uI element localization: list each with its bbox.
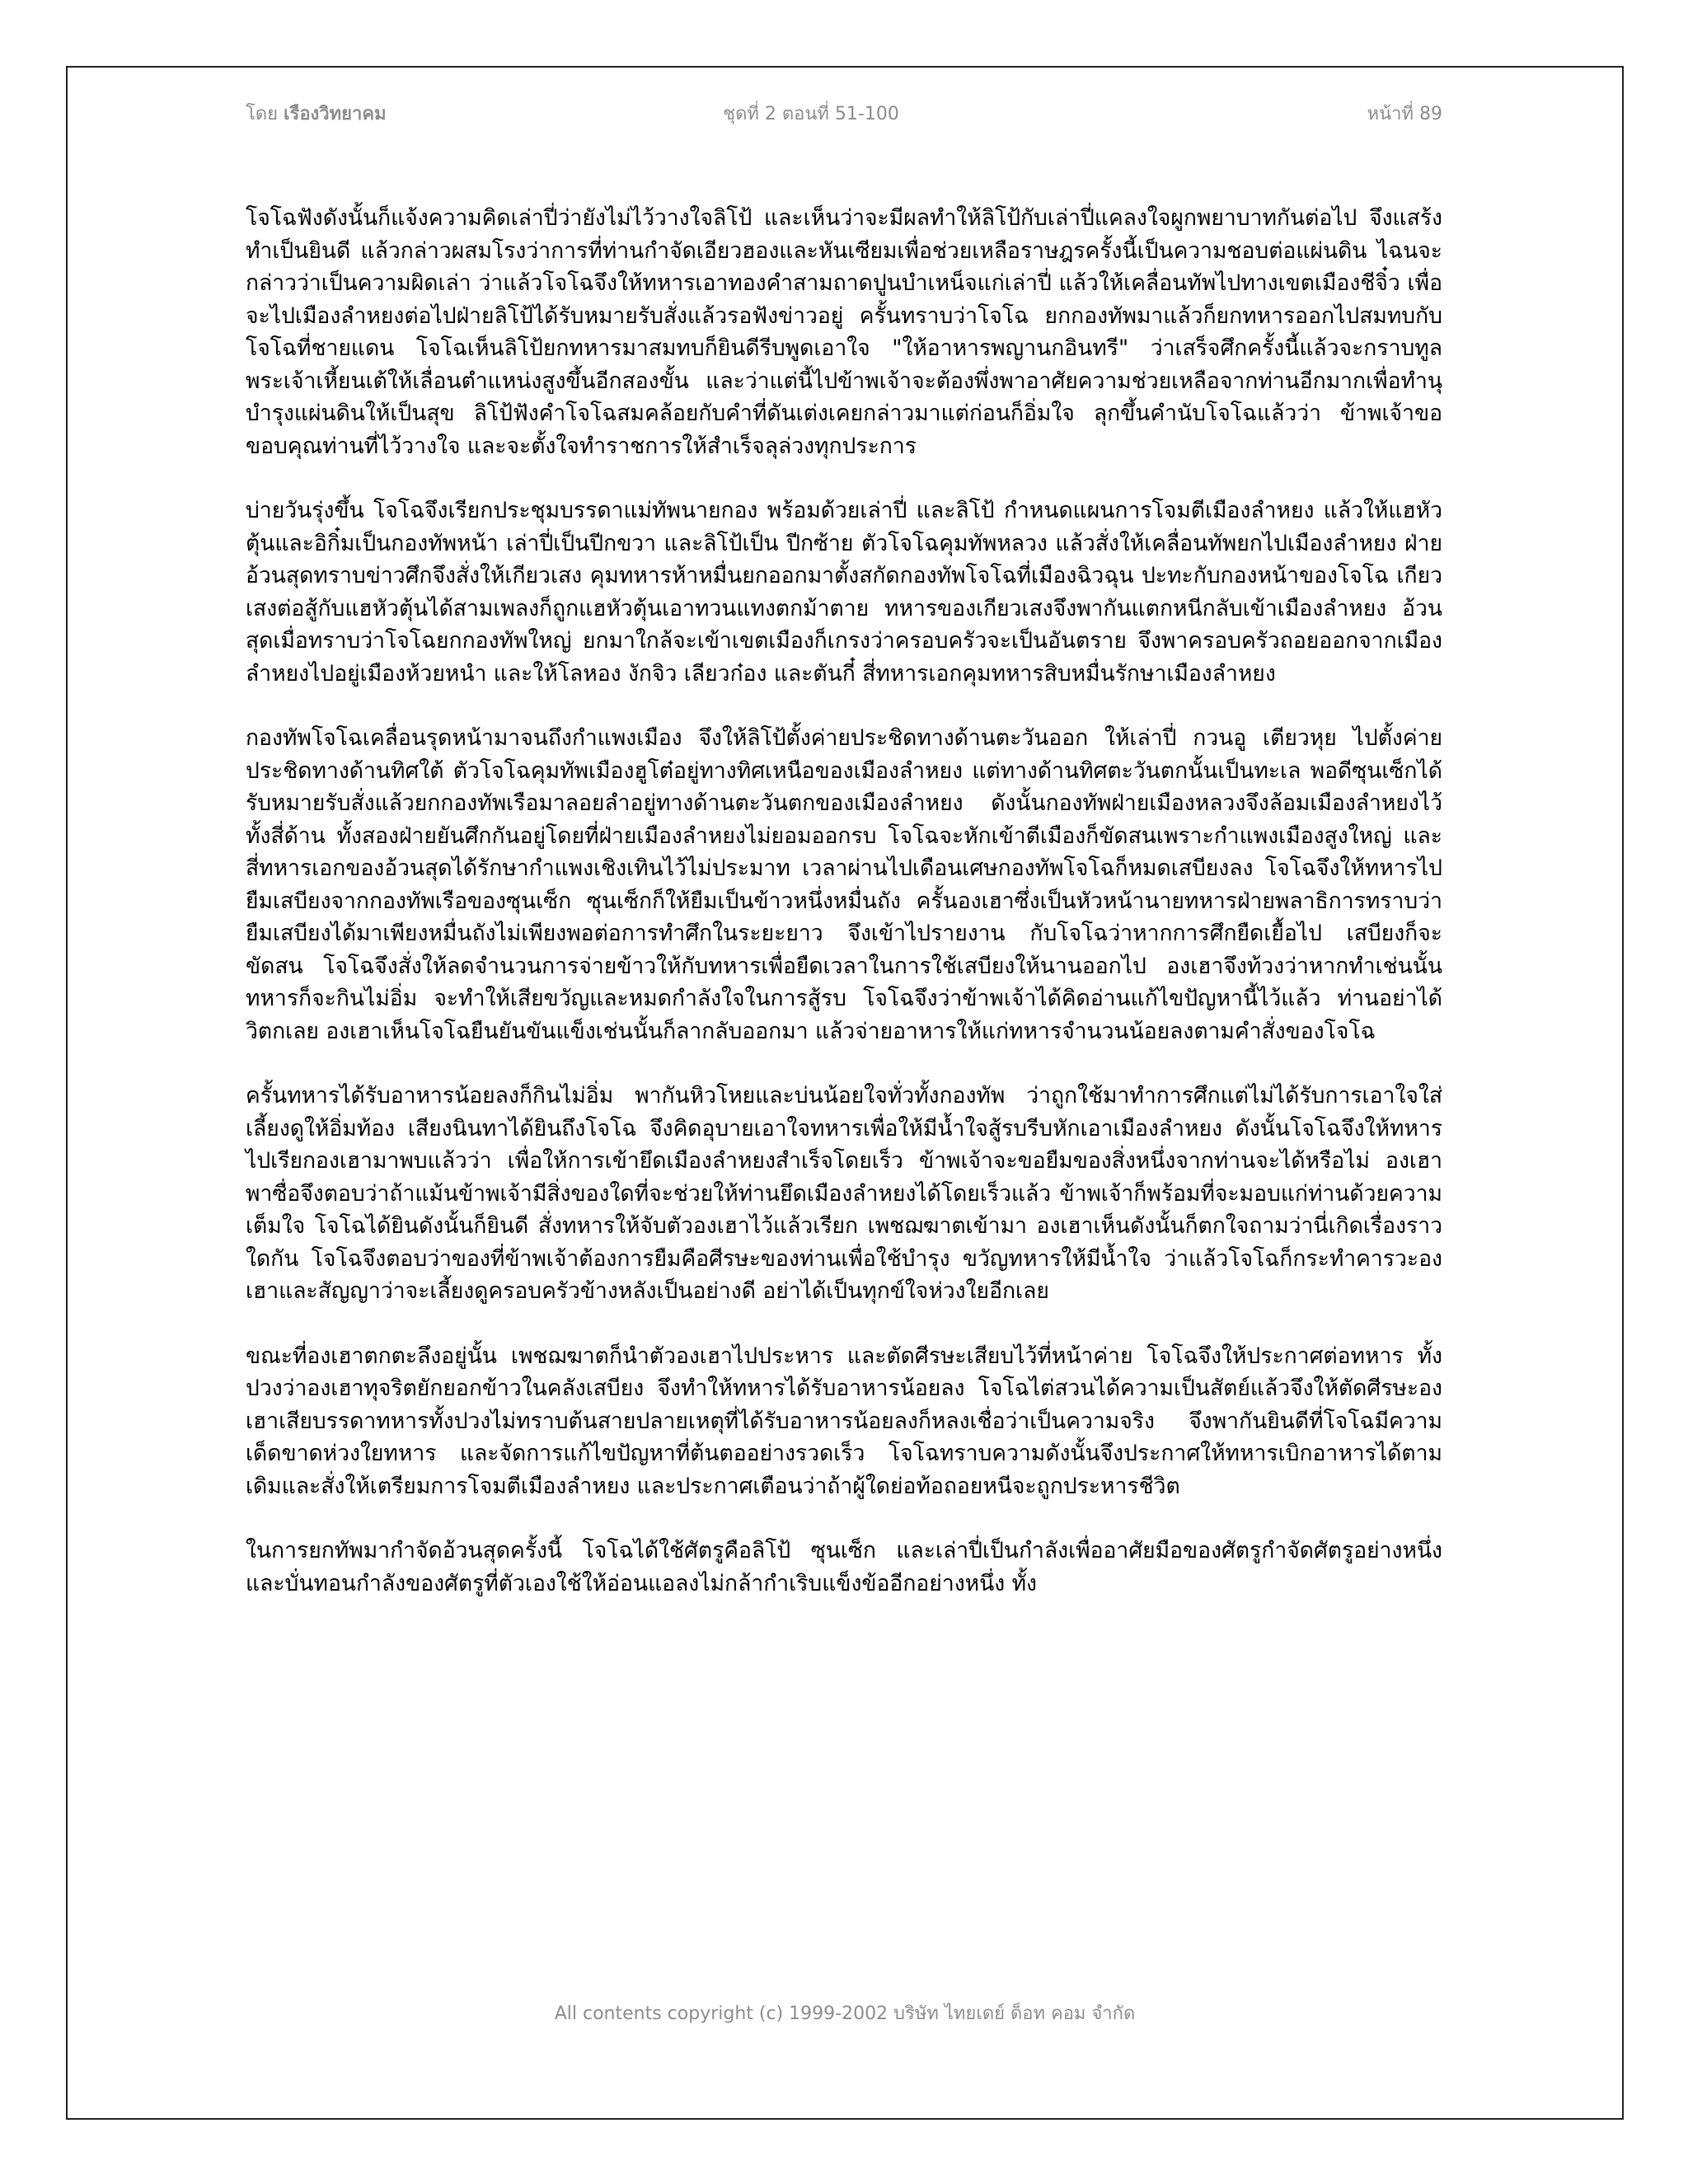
- paragraph-1: โจโฉฟังดังนั้นก็แจ้งความคิดเล่าปี่ว่ายังไม่ไว้วางใจลิโป้ และเห็นว่าจะมีผลทำให้ลิโป้กับเล่าปี่แคลงใจผูกพยาบาทกันต่อไป จึงแสร้งทำเป็นยินดี แล้วกล่าวผสมโรงว่าการที่ท่านกำจัดเอียวฮองและหันเซียมเพื่อช่วยเหลือราษฎรครั้งนี้เป็นความชอบต่อแผ่นดิน ไฉนจะกล่าวว่าเป็นความผิดเล่า ว่าแล้วโจโฉจึงให้ทหารเอาทองคำสามถาดปูนบำเหน็จแก่เล่าปี่ แล้วให้เคลื่อนทัพไปทางเขตเมืองชีจิ๋ว เพื่อจะไปเมืองลำหยงต่อไปฝ่ายลิโป้ได้รับหมายรับสั่งแล้วรอฟังข่าวอยู่ ครั้นทราบว่าโจโฉ ยกกองทัพมาแล้วก็ยกทหารออกไปสมทบกับโจโฉที่ชายแดน โจโฉเห็นลิโป้ยกทหารมาสมทบก็ยินดีรีบพูดเอาใจ "ให้อาหารพญานกอินทรี" ว่าเสร็จศึกครั้งนี้แล้วจะกราบทูลพระเจ้าเหี้ยนเต้ให้เลื่อนตำแหน่งสูงขึ้นอีกสองขั้น และว่าแต่นี้ไปข้าพเจ้าจะต้องพึ่งพาอาศัยความช่วยเหลือจากท่านอีกมากเพื่อทำนุบำรุงแผ่นดินให้เป็นสุข ลิโป้ฟังคำโจโฉสมคล้อยกับคำที่ดันเต่งเคยกล่าวมาแต่ก่อนก็อิ่มใจ ลุกขึ้นคำนับโจโฉแล้วว่า ข้าพเจ้าขอขอบคุณท่านที่ไว้วางใจ และจะตั้งใจทำราชการให้สำเร็จลุล่วงทุกประการ: [246, 205, 1442, 459]
- paragraph-2: บ่ายวันรุ่งขึ้น โจโฉจึงเรียกประชุมบรรดาแม่ทัพนายกอง พร้อมด้วยเล่าปี่ และลิโป้ กำหนดแผนการโจมตีเมืองลำหยง แล้วให้แฮหัวตุ้นและอิกิ๋มเป็นกองทัพหน้า เล่าปี่เป็นปีกขวา และลิโป้เป็น ปีกซ้าย ตัวโจโฉคุมทัพหลวง แล้วสั่งให้เคลื่อนทัพยกไปเมืองลำหยง ฝ่ายอ้วนสุดทราบข่าวศึกจึงสั่งให้เกียวเสง คุมทหารห้าหมื่นยกออกมาตั้งสกัดกองทัพโจโฉที่เมืองฉิวฉุน ปะทะกับกองหน้าของโจโฉ เกียวเสงต่อสู้กับแฮหัวตุ้นได้สามเพลงก็ถูกแฮหัวตุ้นเอาทวนแทงตกม้าตาย ทหารของเกียวเสงจึงพากันแตกหนีกลับเข้าเมืองลำหยง อ้วนสุดเมื่อทราบว่าโจโฉยกกองทัพใหญ่ ยกมาใกล้จะเข้าเขตเมืองก็เกรงว่าครอบครัวจะเป็นอันตราย จึงพาครอบครัวถอยออกจากเมืองลำหยงไปอยู่เมืองห้วยหนำ และให้โลหอง งักจิว เลียวก๋อง และตันกี๋ สี่ทหารเอกคุมทหารสิบหมื่นรักษาเมืองลำหยง: [246, 498, 1442, 687]
- copyright-footer: All contents copyright (c) 1999-2002 บริษัท ไทยเดย์ ด็อท คอม จำกัด: [554, 2004, 1136, 2024]
- series-title: ชุดที่ 2 ตอนที่ 51-100: [723, 104, 899, 124]
- paragraph-4: ครั้นทหารได้รับอาหารน้อยลงก็กินไม่อิ่ม พากันหิวโหยและบ่นน้อยใจทั่วทั้งกองทัพ ว่าถูกใช้มาทำการศึกแต่ไม่ได้รับการเอาใจใส่เลี้ยงดูให้อิ่มท้อง เสียงนินทาได้ยินถึงโจโฉ จึงคิดอุบายเอาใจทหารเพื่อให้มีน้ำใจสู้รบรีบหักเอาเมืองลำหยง ดังนั้นโจโฉจึงให้ทหารไปเรียกองเฮามาพบแล้วว่า เพื่อให้การเข้ายึดเมืองลำหยงสำเร็จโดยเร็ว ข้าพเจ้าจะขอยืมของสิ่งหนึ่งจากท่านจะได้หรือไม่ องเฮาพาซื่อจึงตอบว่าถ้าแม้นข้าพเจ้ามีสิ่งของใดที่จะช่วยให้ท่านยึดเมืองลำหยงได้โดยเร็วแล้ว ข้าพเจ้าก็พร้อมที่จะมอบแก่ท่านด้วยความเต็มใจ โจโฉได้ยินดังนั้นก็ยินดี สั่งทหารให้จับตัวองเฮาไว้แล้วเรียก เพชฌฆาตเข้ามา องเฮาเห็นดังนั้นก็ตกใจถามว่านี่เกิดเรื่องราวใดกัน โจโฉจึงตอบว่าของที่ข้าพเจ้าต้องการยืมคือศีรษะของท่านเพื่อใช้บำรุง ขวัญทหารให้มีน้ำใจ ว่าแล้วโจโฉก็กระทำคารวะองเฮาและสัญญาว่าจะเลี้ยงดูครอบครัวข้างหลังเป็นอย่างดี อย่าได้เป็นทุกข์ใจห่วงใยอีกเลย: [246, 1083, 1442, 1304]
- author-prefix: โดย: [246, 104, 278, 124]
- paragraph-3: กองทัพโจโฉเคลื่อนรุดหน้ามาจนถึงกำแพงเมือง จึงให้ลิโป้ตั้งค่ายประชิดทางด้านตะวันออก ให้เล่าปี่ กวนอู เตียวหุย ไปตั้งค่ายประชิดทางด้านทิศใต้ ตัวโจโฉคุมทัพเมืองฮูโต๋อยู่ทางทิศเหนือของเมืองลำหยง แต่ทางด้านทิศตะวันตกนั้นเป็นทะเล พอดีซุนเซ็กได้รับหมายรับสั่งแล้วยกกองทัพเรือมาลอยลำอยู่ทางด้านตะวันตกของเมืองลำหยง ดังนั้นกองทัพฝ่ายเมืองหลวงจึงล้อมเมืองลำหยงไว้ทั้งสี่ด้าน ทั้งสองฝ่ายยันศึกกันอยู่โดยที่ฝ่ายเมืองลำหยงไม่ยอมออกรบ โจโฉจะหักเข้าตีเมืองก็ขัดสนเพราะกำแพงเมืองสูงใหญ่ และสี่ทหารเอกของอ้วนสุดได้รักษากำแพงเชิงเทินไว้ไม่ประมาท เวลาผ่านไปเดือนเศษกองทัพโจโฉก็หมดเสบียงลง โจโฉจึงให้ทหารไปยืมเสบียงจากกองทัพเรือของซุนเซ็ก ซุนเซ็กก็ให้ยืมเป็นข้าวหนึ่งหมื่นถัง ครั้นองเฮาซึ่งเป็นหัวหน้านายทหารฝ่ายพลาธิการทราบว่ายืมเสบียงได้มาเพียงหมื่นถังไม่เพียงพอต่อการทำศึกในระยะยาว จึงเข้าไปรายงาน กับโจโฉว่าหากการศึกยืดเยื้อไป เสบียงก็จะขัดสน โจโฉจึงสั่งให้ลดจำนวนการจ่ายข้าวให้กับทหารเพื่อยืดเวลาในการใช้เสบียงให้นานออกไป องเฮาจึงท้วงว่าหากทำเช่นนั้นทหารก็จะกินไม่อิ่ม จะทำให้เสียขวัญและหมดกำลังใจในการสู้รบ โจโฉจึงว่าข้าพเจ้าได้คิดอ่านแก้ไขปัญหานี้ไว้แล้ว ท่านอย่าได้วิตกเลย องเฮาเห็นโจโฉยืนยันขันแข็งเช่นนั้นก็ลากลับออกมา แล้วจ่ายอาหารให้แก่ทหารจำนวนน้อยลงตามคำสั่งของโจโฉ: [246, 725, 1442, 1044]
- article-body: [246, 202, 1442, 1632]
- page-header: [180, 99, 1442, 132]
- page-number: หน้าที่ 89: [1367, 104, 1442, 124]
- paragraph-6: ในการยกทัพมากำจัดอ้วนสุดครั้งนี้ โจโฉได้ใช้ศัตรูคือลิโป้ ซุนเซ็ก และเล่าปี่เป็นกำลังเพื่ออาศัยมือของศัตรูกำจัดศัตรูอย่างหนึ่ง และบั่นทอนกำลังของศัตรูที่ตัวเองใช้ให้อ่อนแอลงไม่กล้ากำเริบแข็งข้ออีกอย่างหนึ่ง ทั้ง: [246, 1538, 1442, 1596]
- author-name: เรืองวิทยาคม: [284, 104, 387, 124]
- paragraph-5: ขณะที่องเฮาตกตะลึงอยู่นั้น เพชฌฆาตก็นำตัวองเฮาไปประหาร และตัดศีรษะเสียบไว้ที่หน้าค่าย โจโฉจึงให้ประกาศต่อทหาร ทั้งปวงว่าองเฮาทุจริตยักยอกข้าวในคลังเสบียง จึงทำให้ทหารได้รับอาหารน้อยลง โจโฉไต่สวนได้ความเป็นสัตย์แล้วจึงให้ตัดศีรษะองเฮาเสียบรรดาทหารทั้งปวงไม่ทราบต้นสายปลายเหตุที่ได้รับอาหารน้อยลงก็หลงเชื่อว่าเป็นความจริง จึงพากันยินดีที่โจโฉมีความเด็ดขาดห่วงใยทหาร และจัดการแก้ไขปัญหาที่ต้นตออย่างรวดเร็ว โจโฉทราบความดังนั้นจึงประกาศให้ทหารเบิกอาหารได้ตามเดิมและสั่งให้เตรียมการโจมตีเมืองลำหยง และประกาศเตือนว่าถ้าผู้ใดย่อท้อถอยหนีจะถูกประหารชีวิต: [246, 1343, 1442, 1499]
